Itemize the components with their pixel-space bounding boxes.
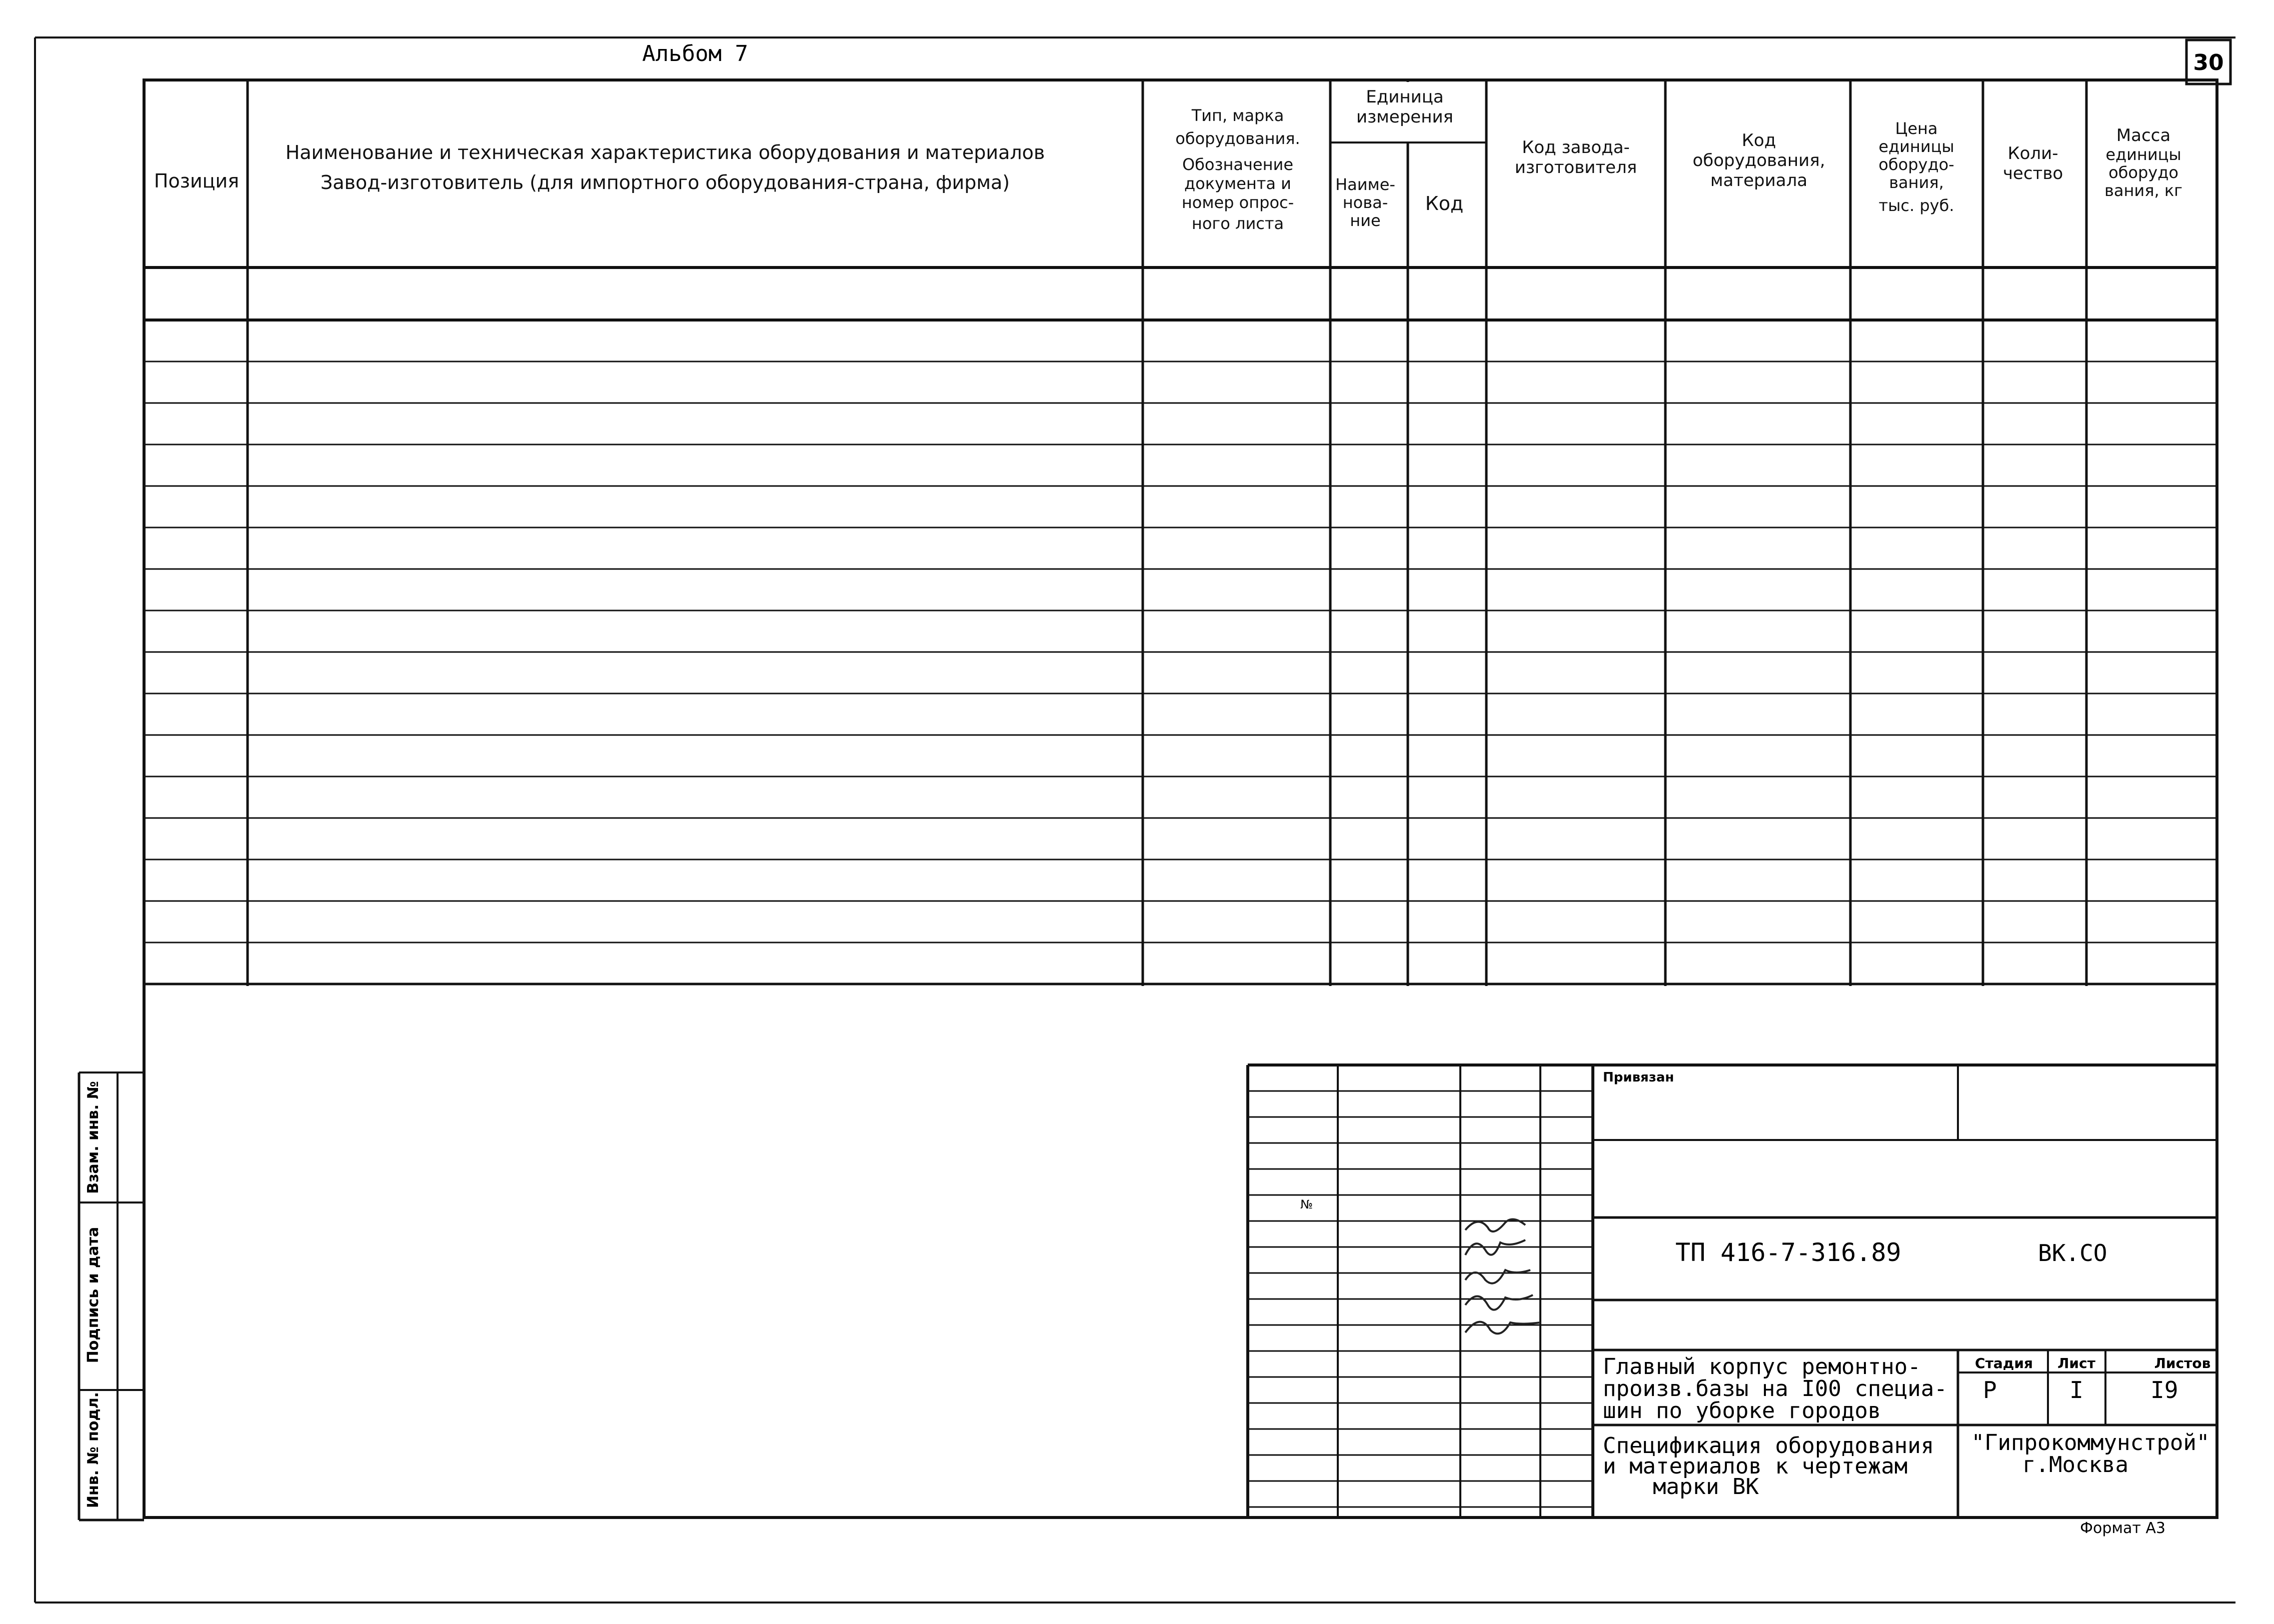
signature-3: [1465, 1270, 1530, 1284]
spec-table-grid: [144, 80, 2217, 986]
header-price-4: вания,: [1889, 173, 1944, 192]
header-qty-1: Коли-: [2007, 144, 2058, 164]
format-label: Формат А3: [2080, 1520, 2165, 1537]
tb-object-title: [1603, 1354, 1947, 1424]
tb-sheets-value: I9: [2150, 1376, 2178, 1404]
tb-sheet-line2: и материалов к чертежам: [1603, 1454, 1908, 1479]
header-unit-2: измерения: [1356, 107, 1454, 127]
header-mass-3: оборудо: [2108, 163, 2178, 182]
tb-stage-label: Стадия: [1975, 1355, 2033, 1372]
header-mass-1: Масса: [2116, 126, 2171, 146]
signature-5: [1465, 1322, 1540, 1334]
header-qty-2: чество: [2002, 164, 2063, 184]
signature-4: [1465, 1295, 1533, 1310]
title-block: [1300, 1070, 2210, 1500]
tb-object-line3: шин по уборке городов: [1603, 1398, 1881, 1424]
header-unit-name-3: ние: [1350, 211, 1381, 230]
left-margin-stamp: [85, 1081, 102, 1508]
header-mfr-2: изготовителя: [1514, 158, 1637, 178]
tb-sheet-label: Лист: [2057, 1355, 2095, 1372]
tb-doc-header: №: [1300, 1198, 1313, 1212]
header-mfr-1: Код завода-: [1522, 138, 1630, 158]
header-unit-1: Единица: [1366, 87, 1444, 107]
header-unit-name-2: нова-: [1342, 193, 1388, 212]
tb-privyazan: Привязан: [1603, 1070, 1674, 1085]
tb-project-code: ТП 416-7-316.89: [1675, 1238, 1901, 1267]
margin-sign-date: Подпись и дата: [85, 1226, 102, 1364]
header-type-1: Тип, марка: [1191, 106, 1284, 125]
header-unit-code: Код: [1425, 192, 1464, 214]
tb-sheet-value: I: [2069, 1376, 2083, 1404]
tb-stage-value: Р: [1983, 1376, 1997, 1404]
header-eq-1: Код: [1741, 130, 1776, 150]
header-mass-4: вания, кг: [2104, 181, 2182, 200]
tb-mark: ВК.СО: [2038, 1240, 2107, 1266]
column-headers: [154, 87, 2182, 233]
header-price-5: тыс. руб.: [1878, 196, 1954, 215]
header-mass-2: единицы: [2105, 145, 2181, 164]
header-type-4: документа и: [1184, 174, 1291, 193]
tb-sheet-line3: марки ВК: [1653, 1474, 1759, 1500]
margin-inv-sub: Взам. инв. №: [85, 1081, 102, 1194]
header-type-6: ного листа: [1191, 214, 1284, 233]
signature-marks: [1465, 1220, 1540, 1334]
header-type-5: номер опрос-: [1181, 193, 1294, 212]
tb-org-line2: г.Москва: [2022, 1452, 2128, 1478]
header-eq-2: оборудования,: [1692, 150, 1825, 170]
header-unit-name-1: Наиме-: [1335, 175, 1395, 194]
album-label: Альбом 7: [642, 41, 748, 66]
header-price-1: Цена: [1895, 119, 1938, 138]
header-price-2: единицы: [1878, 137, 1954, 156]
header-name-line2: Завод-изготовитель (для импортного оборудования-страна, фирма): [320, 172, 1010, 194]
tb-org-line1: "Гипрокоммунстрой": [1971, 1430, 2210, 1456]
tb-sheet-line1: Спецификация оборудования: [1603, 1433, 1934, 1458]
header-type-2: оборудования.: [1175, 129, 1300, 148]
tb-sheet-title: [1603, 1433, 1934, 1500]
header-name-line1: Наименование и техническая характеристика оборудования и материалов: [285, 142, 1045, 164]
header-eq-3: материала: [1710, 170, 1808, 190]
tb-object-line1: Главный корпус ремонтно-: [1603, 1354, 1921, 1380]
margin-inv-orig: Инв. № подл.: [85, 1392, 102, 1508]
header-type-3: Обозначение: [1182, 155, 1294, 174]
tb-object-line2: произв.базы на I00 специа-: [1603, 1376, 1947, 1402]
header-position: Позиция: [154, 170, 240, 192]
header-price-3: оборудо-: [1878, 155, 1954, 174]
tb-sheets-label: Листов: [2154, 1355, 2211, 1372]
sheet-number: 30: [2193, 50, 2224, 76]
